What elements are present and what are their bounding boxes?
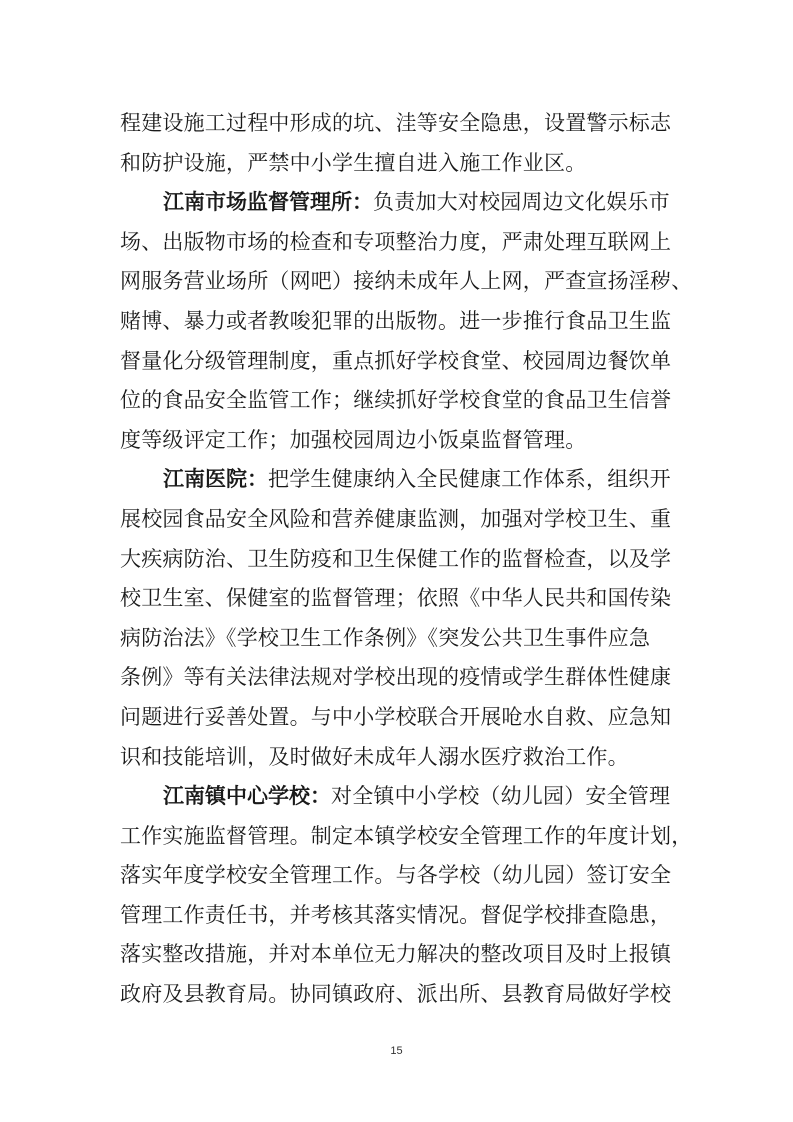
paragraph <box>120 460 673 777</box>
text-line <box>120 421 673 461</box>
text-line <box>120 817 693 857</box>
text-line <box>120 619 673 659</box>
text-line <box>120 856 673 896</box>
line-text: 落实年度学校安全管理工作。与各学校（幼儿园）签订安全 <box>120 863 672 888</box>
line-text: 把学生健康纳入全民健康工作体系，组织开 <box>268 467 671 492</box>
line-text: 负责加大对校园周边文化娱乐市 <box>373 190 670 215</box>
line-text: 网服务营业场所（网吧）接纳未成年人上网，严查宣扬淫秽、 <box>120 269 693 294</box>
text-line <box>120 658 673 698</box>
line-text: 程建设施工过程中形成的坑、洼等安全隐患，设置警示标志 <box>120 111 672 135</box>
line-text: 大疾病防治、卫生防疫和卫生保健工作的监督检查，以及学 <box>120 546 672 571</box>
document-body <box>120 104 693 1015</box>
line-text: 政府及县教育局。协同镇政府、派出所、县教育局做好学校 <box>120 982 672 1007</box>
text-line <box>120 896 673 936</box>
line-text: 管理工作责任书，并考核其落实情况。督促学校排查隐患， <box>120 902 672 927</box>
text-line <box>120 500 673 540</box>
line-text: 展校园食品安全风险和营养健康监测，加强对学校卫生、重 <box>120 506 672 531</box>
line-text: 赌博、暴力或者教唆犯罪的出版物。进一步推行食品卫生监 <box>120 308 672 333</box>
line-text: 工作实施监督管理。制定本镇学校安全管理工作的年度计划， <box>120 823 693 848</box>
paragraph-lead: 江南医院： <box>163 467 268 492</box>
text-line <box>120 777 673 817</box>
line-text: 位的食品安全监管工作；继续抓好学校食堂的食品卫生信誉 <box>120 388 672 413</box>
text-line <box>120 262 693 302</box>
text-line <box>120 342 673 382</box>
line-text: 校卫生室、保健室的监督管理；依照《中华人民共和国传染 <box>120 586 672 611</box>
paragraph-lead: 江南市场监督管理所： <box>163 190 373 215</box>
paragraph <box>120 777 693 1015</box>
text-line <box>120 183 673 223</box>
text-line <box>120 381 673 421</box>
line-text: 督量化分级管理制度，重点抓好学校食堂、校园周边餐饮单 <box>120 348 672 373</box>
text-line <box>120 460 673 500</box>
line-text: 和防护设施，严禁中小学生擅自进入施工作业区。 <box>120 150 587 175</box>
line-text: 对全镇中小学校（幼儿园）安全管理 <box>331 784 671 809</box>
text-line <box>120 975 673 1015</box>
paragraph-lead: 江南镇中心学校： <box>163 784 331 809</box>
line-text: 病防治法》《学校卫生工作条例》《突发公共卫生事件应急 <box>120 625 651 650</box>
text-line <box>120 540 673 580</box>
text-line <box>120 935 673 975</box>
line-text: 条例》等有关法律法规对学校出现的疫情或学生群体性健康 <box>120 665 672 690</box>
text-line <box>120 738 673 778</box>
page-number: 15 <box>390 1045 403 1057</box>
text-line <box>120 302 673 342</box>
text-line <box>120 144 673 184</box>
line-text: 场、出版物市场的检查和专项整治力度，严肃处理互联网上 <box>120 229 672 254</box>
paragraph <box>120 104 673 183</box>
text-line <box>120 223 673 263</box>
text-line <box>120 104 673 144</box>
paragraph <box>120 183 693 460</box>
text-line <box>120 698 673 738</box>
line-text: 落实整改措施，并对本单位无力解决的整改项目及时上报镇 <box>120 942 672 967</box>
line-text: 度等级评定工作；加强校园周边小饭桌监督管理。 <box>120 427 587 452</box>
line-text: 识和技能培训，及时做好未成年人溺水医疗救治工作。 <box>120 744 629 769</box>
line-text: 问题进行妥善处置。与中小学校联合开展呛水自救、应急知 <box>120 704 672 729</box>
text-line <box>120 579 673 619</box>
